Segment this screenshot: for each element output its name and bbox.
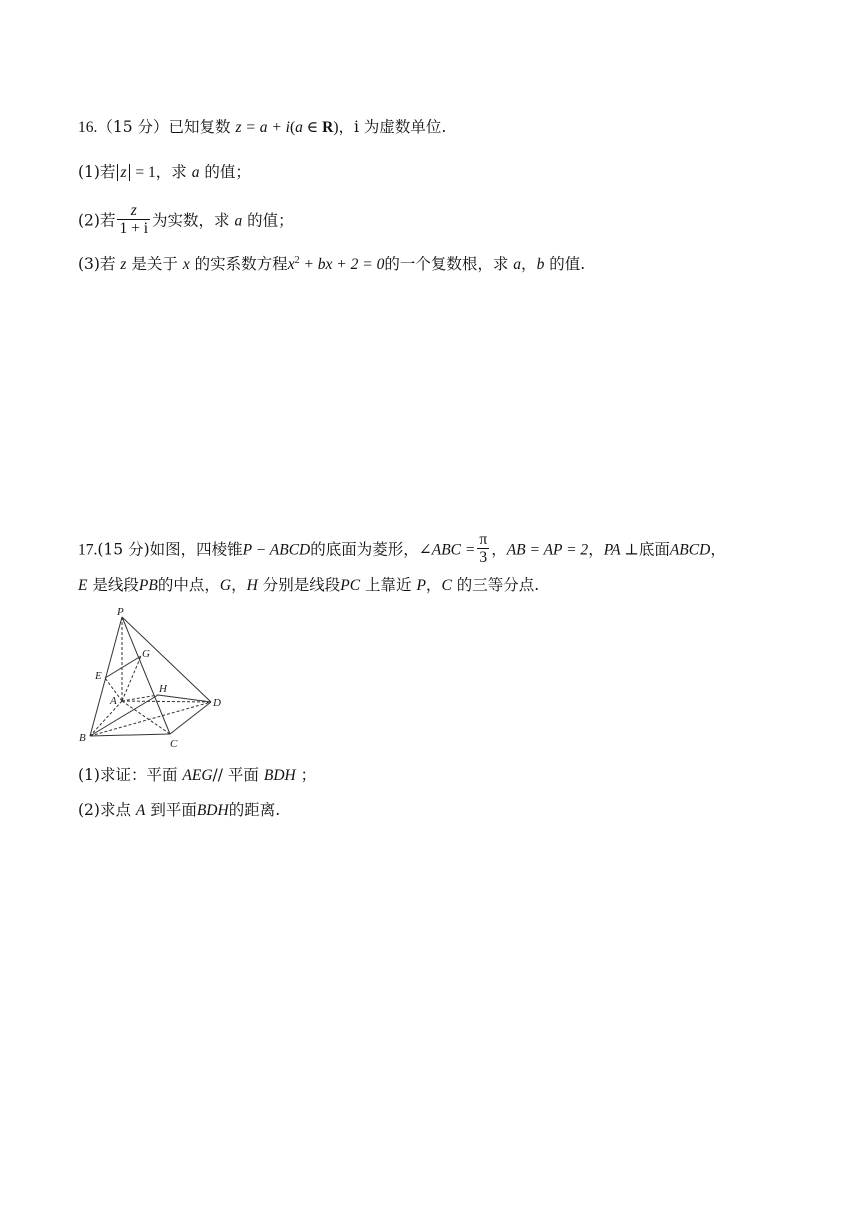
q17-l2-G: G <box>219 577 232 594</box>
q16-p3-comma: ， <box>521 255 537 273</box>
q17-p1-end: ； <box>300 766 317 784</box>
q17-pi-fraction <box>477 531 489 566</box>
q17-pi-den: 3 <box>477 548 489 566</box>
q16-p3-z: z <box>120 256 127 273</box>
q17-p2-label: (2)求点 <box>78 801 131 819</box>
q17-stem-line2 <box>78 574 539 597</box>
q16-p2-num: z <box>130 202 137 219</box>
q17-stem-line1 <box>78 533 726 568</box>
q17-angle: ∠ABC = <box>418 541 476 559</box>
label-H: H <box>159 683 167 695</box>
q17-p2-A: A <box>135 802 146 819</box>
q17-part1 <box>78 764 316 787</box>
q17-pi-num: π <box>479 531 488 548</box>
label-A: A <box>110 695 117 707</box>
q16-p3-eq-sup: 2 <box>294 254 300 266</box>
q17-t4: ， <box>588 540 604 559</box>
q17-t2: 的底面为菱形， <box>310 540 419 559</box>
q17-p2-mid: 到平面 <box>150 801 197 819</box>
q17-score: (15 分) <box>97 540 150 559</box>
q16-p2-end: 的值； <box>247 211 294 230</box>
q17-l2-PB: PB <box>138 577 158 594</box>
q16-tail: ，i 为虚数单位. <box>338 118 447 136</box>
q16-part1 <box>78 161 251 184</box>
label-E: E <box>95 670 102 682</box>
edge-HD <box>158 695 211 702</box>
q17-base: ABCD <box>669 541 711 559</box>
edge-AG <box>122 656 141 701</box>
q16-stem <box>78 116 446 139</box>
q16-p3-x: x <box>182 256 190 273</box>
q17-t3: ， <box>491 540 507 559</box>
q17-p1-aeg: AEG <box>182 767 213 784</box>
q17-l2-PC: PC <box>340 577 361 594</box>
q16-part2 <box>78 204 294 239</box>
q17-t5: 底面 <box>638 540 670 559</box>
q16-p3-mid3: 的一个复数根，求 <box>384 255 509 273</box>
edge-AD <box>122 701 211 702</box>
q17-t6: ， <box>710 540 726 559</box>
q16-p3-mid2: 的实系数方程 <box>194 255 288 273</box>
q16-p1-abs: z <box>117 164 129 181</box>
q17-number: 17. <box>78 541 98 559</box>
q16-p2-mid: 为实数，求 <box>152 211 230 230</box>
q17-pyramid: P − ABCD <box>242 541 311 559</box>
label-C: C <box>170 738 178 750</box>
edge-PC <box>122 617 170 734</box>
q17-l2-t5: 的三等分点. <box>456 576 540 594</box>
q17-l2-C: C <box>441 577 452 594</box>
q16-intro: 已知复数 <box>168 118 231 136</box>
q17-perp: PA ⊥ <box>603 541 639 559</box>
q16-p2-den: 1 + i <box>119 220 149 237</box>
q16-p3-label: (3)若 <box>78 255 116 273</box>
q16-part3 <box>78 253 585 276</box>
q16-paren-close: ) <box>333 119 339 136</box>
q16-p1-tail: ，求 <box>155 163 187 181</box>
q16-p2-label: (2)若 <box>78 211 116 230</box>
q16-p3-a: a <box>513 256 522 273</box>
q16-score: （15 分） <box>97 118 169 136</box>
q16-p3-mid1: 是关于 <box>131 255 178 273</box>
label-P: P <box>117 606 124 618</box>
q16-p1-var: a <box>191 164 200 181</box>
q17-l2-H: H <box>246 577 258 594</box>
q16-p1-eq: = 1 <box>131 164 156 181</box>
q16-formula-z: z = a + i <box>235 119 290 136</box>
q17-p1-mid: // 平面 <box>212 766 259 784</box>
label-G: G <box>142 648 150 660</box>
q17-l2-c: ， <box>231 576 247 594</box>
q17-l2-E: E <box>78 577 88 594</box>
q17-eq: AB = AP = 2 <box>506 541 589 559</box>
q16-p1-end: 的值； <box>204 163 251 181</box>
edge-CD <box>170 702 211 734</box>
q16-cond-a: a ∈ <box>295 119 323 136</box>
q16-p1-label: (1)若 <box>78 163 116 181</box>
q17-part2 <box>78 799 280 822</box>
q16-cond-R: R <box>322 119 334 136</box>
q17-l2-t1: 是线段 <box>92 576 139 594</box>
q16-paren-open: ( <box>290 119 296 136</box>
q17-l2-t4: 上靠近 <box>365 576 412 594</box>
q16-number: 16. <box>78 119 98 136</box>
pyramid-figure <box>74 603 234 753</box>
q16-p3-b: b <box>536 256 545 273</box>
q16-p2-fraction <box>117 202 150 237</box>
q17-p1-label: (1)求证：平面 <box>78 766 178 784</box>
edge-BD <box>90 702 211 736</box>
q17-p1-bdh: BDH <box>263 767 296 784</box>
q16-p3-eq-rest: + bx + 2 = 0 <box>299 256 385 273</box>
edge-BC <box>90 734 170 736</box>
q17-l2-P: P <box>416 577 426 594</box>
q17-p2-bdh: BDH <box>196 802 229 819</box>
q17-l2-t2: 的中点， <box>157 576 220 594</box>
label-B: B <box>79 732 86 744</box>
q16-p3-end: 的值. <box>549 255 586 273</box>
q17-l2-c2: ， <box>425 576 442 594</box>
q16-p2-var: a <box>234 212 243 230</box>
label-D: D <box>213 697 221 709</box>
q17-p2-end: 的距离. <box>228 801 281 819</box>
q16-p3-eq-x: x <box>287 256 295 273</box>
q17-l2-t3: 分别是线段 <box>262 576 341 594</box>
q17-t1: 如图，四棱锥 <box>149 540 243 559</box>
